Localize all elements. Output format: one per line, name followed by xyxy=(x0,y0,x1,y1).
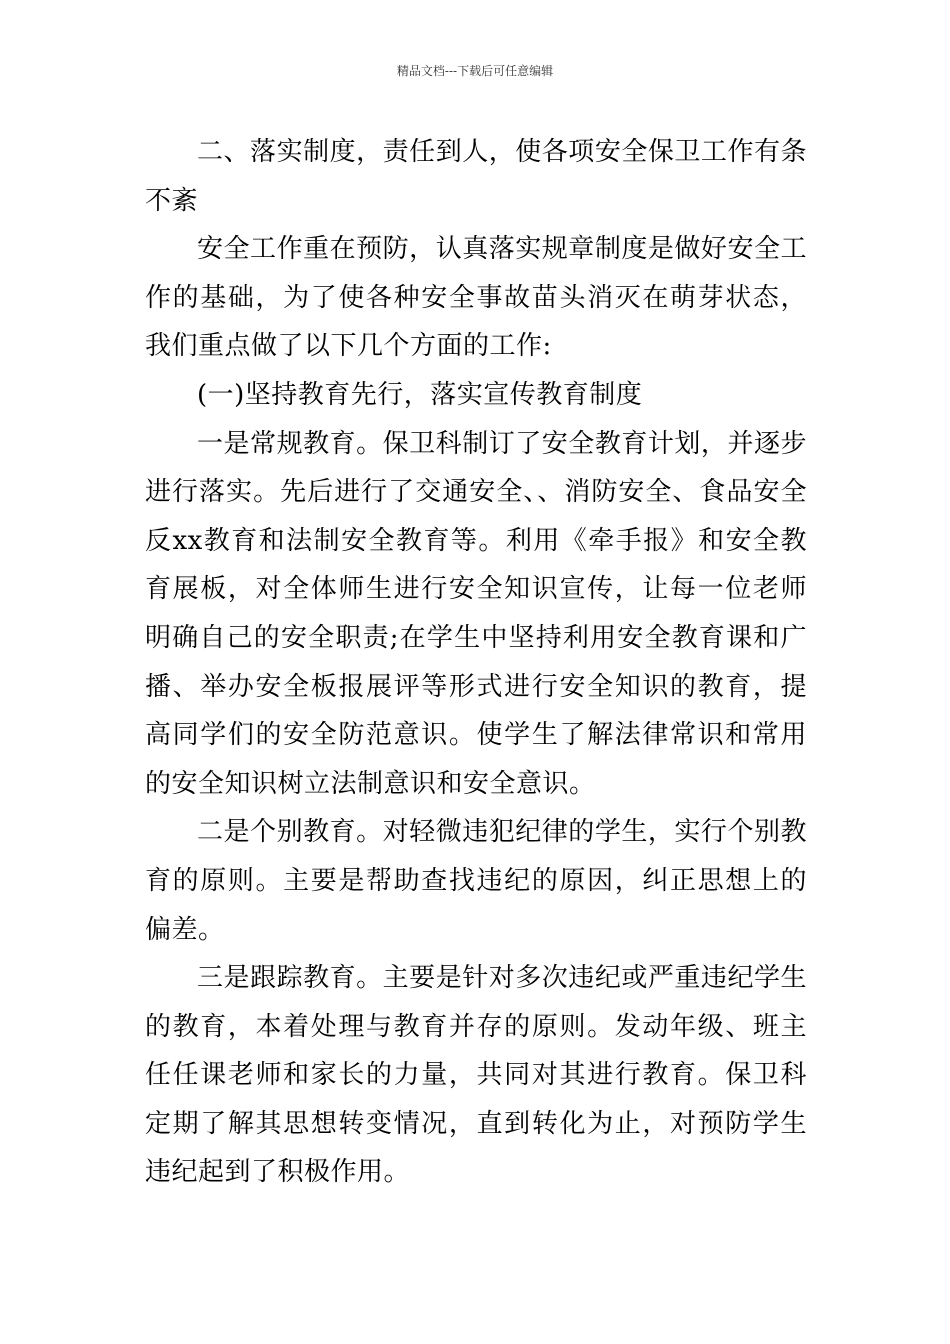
subsection-heading: (一)坚持教育先行，落实宣传教育制度 xyxy=(197,379,643,410)
body-paragraph: 安全工作重在预防，认真落实规章制度是做好安全工作的基础，为了使各种安全事故苗头消灭在萌芽状态，我们重点做了以下几个方面的工作: xyxy=(145,234,807,362)
section-heading: 二、落实制度，责任到人，使各项安全保卫工作有条不紊 xyxy=(145,137,807,216)
document-body xyxy=(145,128,807,1197)
body-paragraph: 三是跟踪教育。主要是针对多次违纪或严重违纪学生的教育，本着处理与教育并存的原则。发动年级、班主任任课老师和家长的力量，共同对其进行教育。保卫科定期了解其思想转变情况，直到转化为止，对预防学生违纪起到了积极作用。 xyxy=(145,963,807,1188)
page-header: 精品文档---下载后可任意编辑 xyxy=(396,64,554,78)
body-paragraph: 一是常规教育。保卫科制订了安全教育计划，并逐步进行落实。先后进行了交通安全、、消防安全、食品安全反xx教育和法制安全教育等。利用《牵手报》和安全教育展板，对全体师生进行安全知识宣传，让每一位老师明确自己的安全职责;在学生中坚持利用安全教育课和广播、举办安全板报展评等形式进行安全知识的教育，提高同学们的安全防范意识。使学生了解法律常识和常用的安全知识树立法制意识和安全意识。 xyxy=(145,428,807,799)
body-paragraph: 二是个别教育。对轻微违犯纪律的学生，实行个别教育的原则。主要是帮助查找违纪的原因，纠正思想上的偏差。 xyxy=(145,817,807,945)
